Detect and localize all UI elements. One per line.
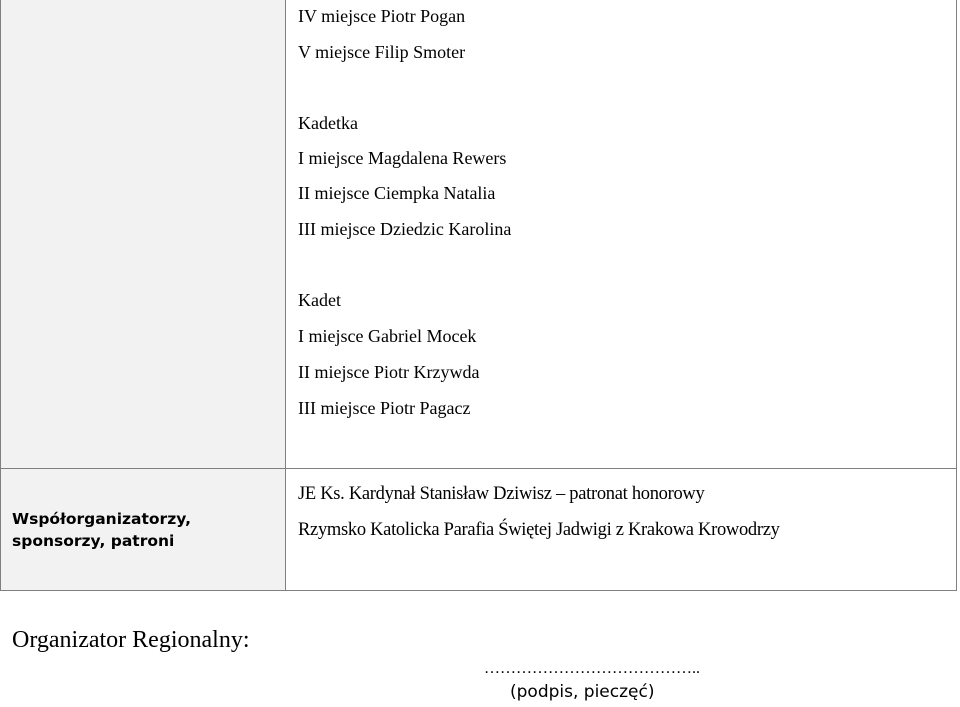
table-label-cell-empty xyxy=(0,0,285,468)
table-column-divider xyxy=(285,0,286,590)
table-row-divider xyxy=(0,468,957,469)
signature-caption: (podpis, pieczęć) xyxy=(510,682,655,702)
list-item: I miejsce Magdalena Rewers xyxy=(298,148,507,168)
list-item: IV miejsce Piotr Pogan xyxy=(298,6,466,26)
list-item: II miejsce Piotr Krzywda xyxy=(298,362,480,382)
sponsor-item: Rzymsko Katolicka Parafia Świętej Jadwigi z Krakowa Krowodrzy xyxy=(298,520,780,540)
table-bottom-border xyxy=(0,590,957,591)
category-heading: Kadet xyxy=(298,290,341,310)
list-item: III miejsce Dziedzic Karolina xyxy=(298,219,512,239)
list-item: II miejsce Ciempka Natalia xyxy=(298,183,496,203)
sponsors-label: Współorganizatorzy, sponsorzy, patroni xyxy=(12,510,192,550)
table-right-border xyxy=(956,0,957,590)
signature-line: ………………………………….. xyxy=(484,660,700,677)
sponsor-item: JE Ks. Kardynał Stanisław Dziwisz – patronat honorowy xyxy=(298,484,705,504)
list-item: V miejsce Filip Smoter xyxy=(298,42,466,62)
organizer-label: Organizator Regionalny: xyxy=(12,627,250,653)
category-heading: Kadetka xyxy=(298,113,358,133)
list-item: III miejsce Piotr Pagacz xyxy=(298,398,471,418)
list-item: I miejsce Gabriel Mocek xyxy=(298,326,477,346)
